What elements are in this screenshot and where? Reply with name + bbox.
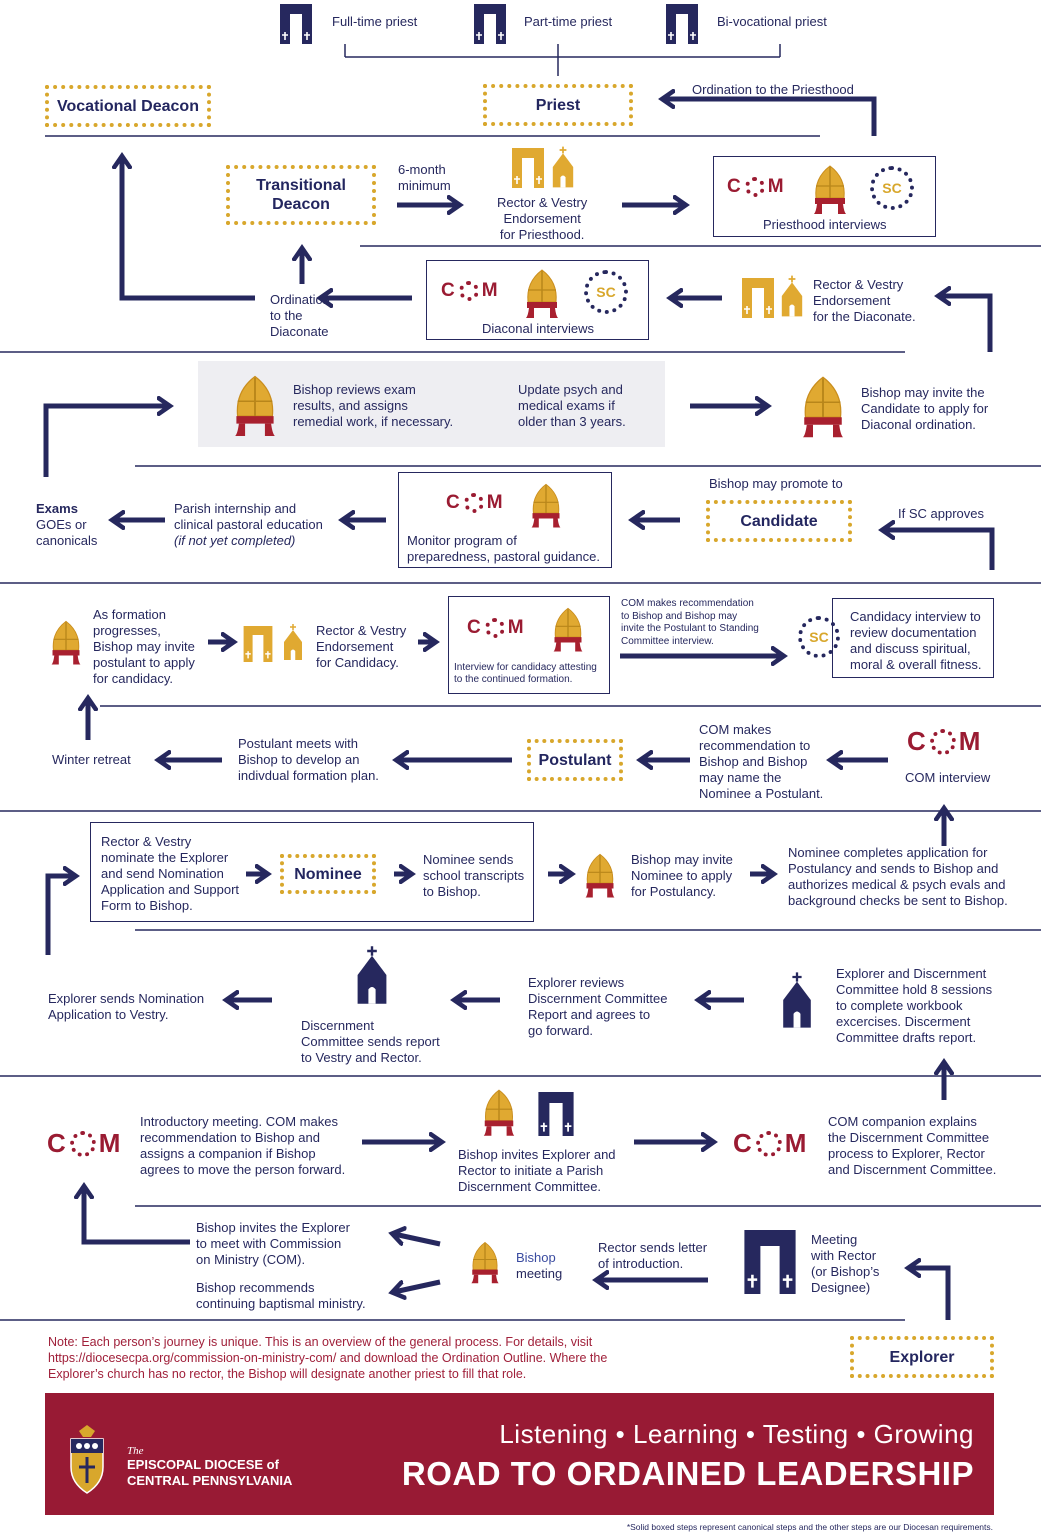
com-icon: C M [446, 492, 504, 513]
stole-gold-icon [508, 148, 548, 188]
stole-gold-icon [240, 626, 276, 662]
com-icon: C M [47, 1128, 122, 1158]
com-interview-label: COM interview [905, 770, 991, 785]
six-month-label: 6-month minimum [398, 162, 451, 193]
explorer-sends-label: Explorer sends Nomination Application to Vestry. [48, 991, 205, 1022]
label-fulltime-priest: Full-time priest [332, 14, 418, 29]
if-sc-approves-label: If SC approves [898, 506, 984, 521]
explorer-reviews-label: Explorer reviews Discernment Committee Report and agrees to go forward. [528, 975, 668, 1038]
mitre-icon [468, 1240, 502, 1284]
bishop-invites-explorer-label: Bishop invites Explorer and Rector to initiate a Parish Discernment Committee. [458, 1147, 616, 1194]
mitre-icon [798, 374, 848, 438]
postulant-meets-label: Postulant meets with Bishop to develop an indivdual formation plan. [238, 736, 379, 783]
rv-diaconate-label: Rector & Vestry Endorsement for the Diaconate. [813, 277, 916, 324]
priesthood-interviews-label: Priesthood interviews [763, 217, 887, 232]
stole-icon [738, 1230, 802, 1294]
bishop-meeting-label-1: Bishop [516, 1250, 556, 1265]
bishop-reviews-label: Bishop reviews exam results, and assigns remedial work, if necessary. [293, 382, 454, 429]
com-recommend-postulant-label: COM makes recommendation to Bishop and Bishop may name the Nominee a Postulant. [699, 722, 824, 801]
note-text: Note: Each person’s journey is unique. This is an overview of the general process. For details, visit https://diocesecpa.org/commission-on-ministry-com/ and download the Ordination Outline. Where the Explorer’s church has no rector, the Bishop will designate another priest to fill that role. [48, 1335, 608, 1381]
mitre-icon [582, 852, 618, 898]
ordination-diaconate-label: Ordination to the Diaconate [270, 292, 330, 339]
mitre-icon [550, 606, 586, 652]
stole-gold-icon [738, 278, 778, 318]
mitre-icon [230, 374, 280, 436]
label-bivocational-priest: Bi-vocational priest [717, 14, 827, 29]
banner-title: ROAD TO ORDAINED LEADERSHIP [401, 1455, 974, 1492]
nominee-sends-label: Nominee sends school transcripts to Bishop. [423, 852, 525, 899]
diocese-name-2: CENTRAL PENNSYLVANIA [127, 1473, 293, 1488]
rv-nominate-label: Rector & Vestry nominate the Explorer and send Nomination Application and Support Form to Bishop. [101, 834, 240, 913]
bishop-recommends-label: Bishop recommends continuing baptismal ministry. [196, 1280, 366, 1311]
com-icon: C M [467, 617, 525, 638]
footnote: *Solid boxed steps represent canonical steps and the other steps are our Diocesan requirements. [626, 1522, 993, 1532]
rector-letter-label: Rector sends letter of introduction. [598, 1240, 708, 1271]
stole-icon [276, 4, 316, 44]
sc-icon: SC [584, 270, 628, 314]
mitre-icon [480, 1088, 518, 1136]
exams-title: Exams [36, 501, 78, 516]
as-formation-label: As formation progresses, Bishop may invite postulant to apply for candidacy. [93, 607, 195, 686]
ordination-priesthood-label: Ordination to the Priesthood [692, 82, 854, 97]
bishop-invite-candidate-label: Bishop may invite the Candidate to apply for Diaconal ordination. [861, 385, 989, 432]
bishop-meeting-label-2: meeting [516, 1266, 563, 1281]
com-icon: C M [907, 726, 982, 756]
explorer-sessions-label: Explorer and Discernment Committee hold 8 sessions to complete workbook excercises. Discerment Committee drafts report. [836, 966, 993, 1045]
mitre-icon [528, 482, 564, 528]
bishop-invites-com-label: Bishop invites the Explorer to meet with Commission on Ministry (COM). [196, 1220, 350, 1267]
diocese-shield-icon [65, 1423, 109, 1495]
parish-internship-label: Parish internship and clinical pastoral education [174, 501, 323, 532]
com-companion-label: COM companion explains the Discernment Committee process to Explorer, Rector and Discernment Committee. [828, 1114, 997, 1177]
vocational-deacon-box: Vocational Deacon [45, 85, 211, 127]
stole-icon [470, 4, 510, 44]
winter-retreat-label: Winter retreat [52, 752, 131, 767]
com-icon: C M [727, 176, 785, 197]
exams-body: GOEs or canonicals [36, 517, 98, 548]
transitional-deacon-box: Transitional Deacon [226, 165, 376, 225]
sc-icon: SC [870, 166, 914, 210]
footer-banner [45, 1393, 994, 1515]
meeting-rector-label: Meeting with Rector (or Bishop’s Designee) [811, 1232, 880, 1295]
rv-candidacy-label: Rector & Vestry Endorsement for Candidacy. [316, 623, 407, 670]
discernment-sends-label: Discernment Committee sends report to Vestry and Rector. [301, 1018, 440, 1065]
nominee-completes-label: Nominee completes application for Postulancy and sends to Bishop and authorizes medical & psych evals and background checks be sent to Bishop. [788, 845, 1008, 908]
postulant-box: Postulant [527, 739, 623, 781]
diocese-the: The [127, 1445, 144, 1457]
update-psych-label: Update psych and medical exams if older than 3 years. [518, 382, 626, 429]
bishop-promote-label: Bishop may promote to [709, 476, 843, 491]
com-icon: C M [441, 280, 499, 301]
mitre-icon [810, 164, 850, 214]
priest-box: Priest [483, 84, 633, 126]
church-gold-icon [278, 622, 308, 662]
com-recommend-sc-label: COM makes recommendation to Bishop and Bishop may invite the Postulant to Standing Committee interview. [621, 598, 759, 647]
sc-icon: SC [798, 616, 840, 658]
monitor-program-label: Monitor program of preparedness, pastoral guidance. [407, 533, 600, 564]
interview-candidacy-label: Interview for candidacy attesting to the continued formation. [454, 662, 597, 685]
mitre-icon [48, 618, 84, 666]
nominee-box: Nominee [280, 854, 376, 894]
church-gold-icon [775, 274, 809, 318]
candidacy-interview-label: Candidacy interview to review documentation and discuss spiritual, moral & overall fitness. [850, 609, 982, 672]
diaconal-interviews-label: Diaconal interviews [482, 321, 594, 336]
mitre-icon [522, 268, 562, 318]
candidate-box: Candidate [706, 500, 852, 542]
rv-priesthood-label: Rector & Vestry Endorsement for Priesthood. [497, 195, 588, 242]
banner-tagline: Listening • Learning • Testing • Growing [499, 1419, 974, 1449]
diocese-name-1: EPISCOPAL DIOCESE of [127, 1457, 279, 1472]
church-icon [348, 944, 396, 1006]
intro-meeting-label: Introductory meeting. COM makes recommendation to Bishop and assigns a companion if Bishop agrees to move the person forward. [140, 1114, 346, 1177]
com-icon: C M [733, 1128, 808, 1158]
church-icon [774, 970, 820, 1030]
parish-internship-note: (if not yet completed) [174, 533, 296, 548]
stole-icon [534, 1092, 578, 1136]
stole-icon [662, 4, 702, 44]
church-gold-icon [546, 146, 580, 188]
explorer-box: Explorer [850, 1336, 994, 1378]
label-parttime-priest: Part-time priest [524, 14, 613, 29]
bishop-invite-nominee-label: Bishop may invite Nominee to apply for Postulancy. [631, 852, 733, 899]
